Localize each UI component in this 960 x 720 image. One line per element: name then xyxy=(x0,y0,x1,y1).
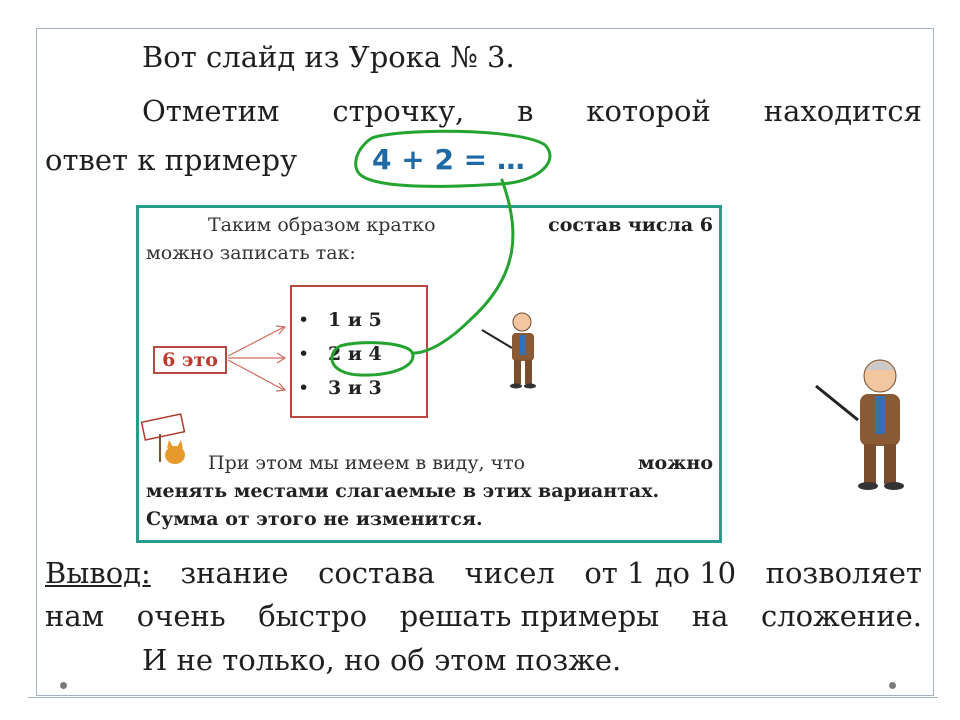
list-item-text: 1 и 5 xyxy=(328,309,382,331)
bullet: • xyxy=(298,343,310,365)
bullet: • xyxy=(298,377,310,399)
inset-note-line2: менять местами слагаемые в этих вариантах. xyxy=(146,480,660,502)
word: позволяет xyxy=(765,556,922,590)
word: решать примеры xyxy=(399,599,660,633)
word: находится xyxy=(763,94,922,128)
conclusion-line3: И не только, но об этом позже. xyxy=(142,643,622,677)
slide-heading: Вот слайд из Урока № 3. xyxy=(142,40,515,74)
six-is-label: 6 это xyxy=(153,346,227,374)
word: которой xyxy=(586,94,711,128)
inset-note-bold: можно xyxy=(638,452,713,474)
inset-note-text: При этом мы имеем в виду, что xyxy=(208,452,526,474)
arrows-icon xyxy=(228,326,285,391)
word: состава xyxy=(318,556,435,590)
word: сложение. xyxy=(760,599,922,633)
list-item-text: 3 и 3 xyxy=(328,377,382,399)
list-item-text: 2 и 4 xyxy=(328,343,382,365)
word: нам xyxy=(45,599,105,633)
inset-intro-bold: состав числа 6 xyxy=(548,214,713,236)
teacher-pointer-icon xyxy=(816,360,904,490)
cat-important-sign-icon xyxy=(142,414,185,464)
word: строчку, xyxy=(332,94,465,128)
conclusion-label: Вывод: xyxy=(45,556,151,590)
word: знание xyxy=(180,556,289,590)
inset-note-line3: Сумма от этого не изменится. xyxy=(146,508,483,530)
word: чисел xyxy=(464,556,555,590)
word: быстро xyxy=(258,599,368,633)
word: от 1 до 10 xyxy=(584,556,737,590)
example-expression: 4 + 2 = … xyxy=(372,143,525,176)
inset-intro-line2: можно записать так: xyxy=(146,242,356,264)
word: на xyxy=(691,599,729,633)
teacher-pointer-icon xyxy=(482,313,536,389)
line-answer-text: ответ к примеру xyxy=(45,143,298,177)
inset-intro-text: Таким образом кратко xyxy=(208,214,436,236)
word: очень xyxy=(136,599,226,633)
bullet: • xyxy=(298,309,310,331)
word: в xyxy=(517,94,534,128)
word: Отметим xyxy=(142,94,280,128)
